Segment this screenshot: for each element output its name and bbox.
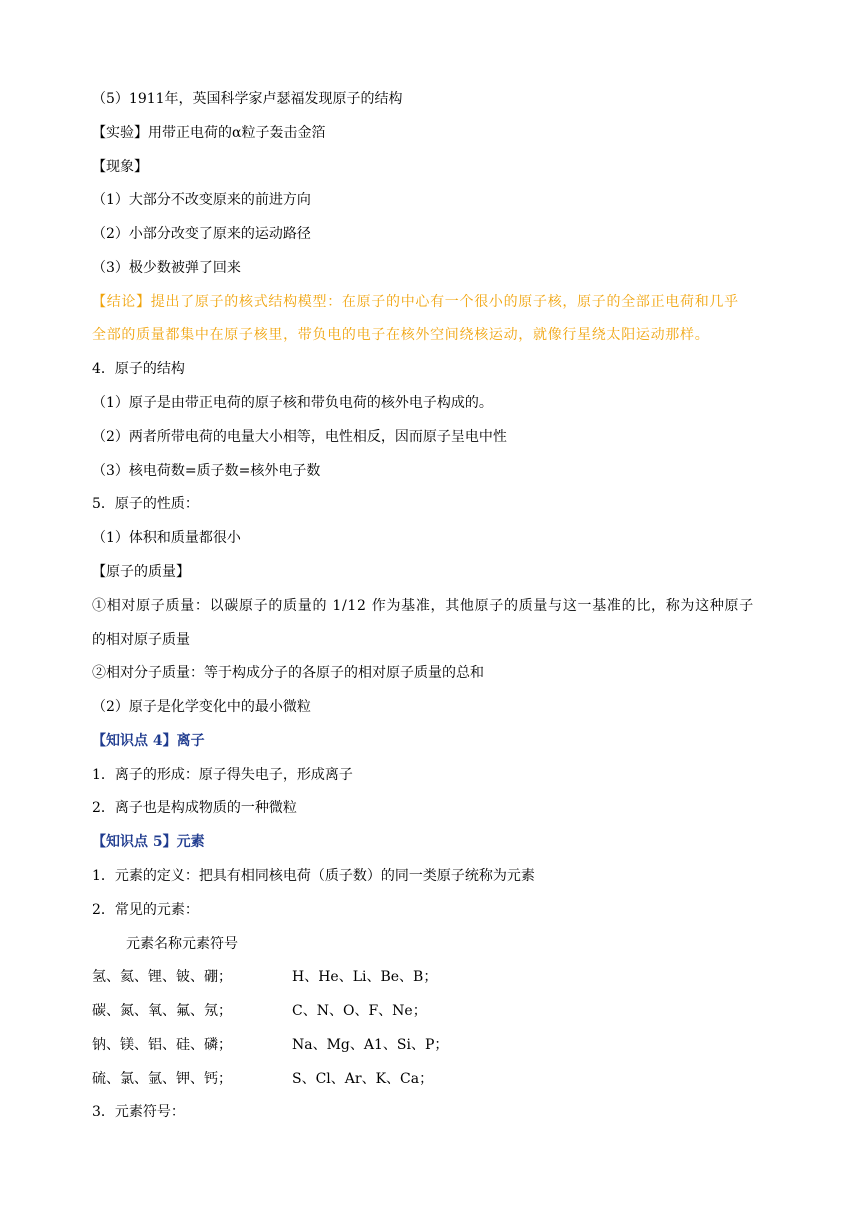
section-atom-structure: 4．原子的结构: [92, 361, 185, 377]
heading-knowledge-point-5: 【知识点 5】元素: [92, 834, 205, 850]
line-phenomenon-2: （2）小部分改变了原来的运动路径: [92, 226, 311, 242]
element-symbols-row: S、Cl、Ar、K、Ca；: [292, 1071, 434, 1087]
line-element-symbol: 3．元素符号：: [92, 1104, 185, 1120]
element-names-row: 钠、镁、铝、硅、磷；: [92, 1037, 232, 1053]
line-experiment: 【实验】用带正电荷的α粒子轰击金箔: [92, 125, 326, 141]
section-atom-properties: 5．原子的性质：: [92, 496, 199, 512]
line-conclusion-2: 全部的质量都集中在原子核里，带负电的电子在核外空间绕核运动，就像行星绕太阳运动那样。: [92, 327, 710, 343]
line-atom-structure-1: （1）原子是由带正电荷的原子核和带负电荷的核外电子构成的。: [92, 395, 493, 411]
line-relative-molecular-mass: ②相对分子质量：等于构成分子的各原子的相对原子质量的总和: [92, 665, 484, 681]
line-rutherford: （5）1911年，英国科学家卢瑟福发现原子的结构: [92, 91, 403, 107]
line-ion-formation: 1．离子的形成：原子得失电子，形成离子: [92, 767, 353, 783]
heading-knowledge-point-4: 【知识点 4】离子: [92, 733, 205, 749]
element-symbols-row: H、He、Li、Be、B；: [292, 969, 438, 985]
element-names-row: 碳、氮、氧、氟、氖；: [92, 1003, 232, 1019]
line-conclusion-1: 【结论】提出了原子的核式结构模型：在原子的中心有一个很小的原子核，原子的全部正电荷和几乎: [92, 294, 739, 310]
line-atom-properties-2: （2）原子是化学变化中的最小微粒: [92, 699, 311, 715]
element-names-row: 硫、氯、氩、钾、钙；: [92, 1071, 232, 1087]
line-atom-mass-heading: 【原子的质量】: [92, 564, 190, 580]
line-atom-structure-2: （2）两者所带电荷的电量大小相等，电性相反，因而原子呈电中性: [92, 429, 507, 445]
line-phenomenon-3: （3）极少数被弹了回来: [92, 260, 241, 276]
element-symbols-row: C、N、O、F、Ne；: [292, 1003, 427, 1019]
line-element-definition: 1．元素的定义：把具有相同核电荷（质子数）的同一类原子统称为元素: [92, 868, 535, 884]
line-ion-particle: 2．离子也是构成物质的一种微粒: [92, 800, 297, 816]
element-names-row: 氢、氦、锂、铍、硼；: [92, 969, 232, 985]
line-atom-structure-3: （3）核电荷数=质子数=核外电子数: [92, 463, 321, 479]
line-relative-atomic-mass-2: 的相对原子质量: [92, 632, 190, 648]
element-symbols-row: Na、Mg、A1、Si、P；: [292, 1037, 449, 1053]
line-phenomenon-heading: 【现象】: [92, 159, 148, 175]
line-phenomenon-1: （1）大部分不改变原来的前进方向: [92, 192, 311, 208]
element-table-header: 元素名称元素符号: [126, 936, 238, 952]
line-common-elements: 2．常见的元素：: [92, 902, 199, 918]
line-atom-properties-1: （1）体积和质量都很小: [92, 530, 241, 546]
line-relative-atomic-mass-1: ①相对原子质量：以碳原子的质量的 1/12 作为基准，其他原子的质量与这一基准的比，称为这种原子: [92, 598, 754, 614]
